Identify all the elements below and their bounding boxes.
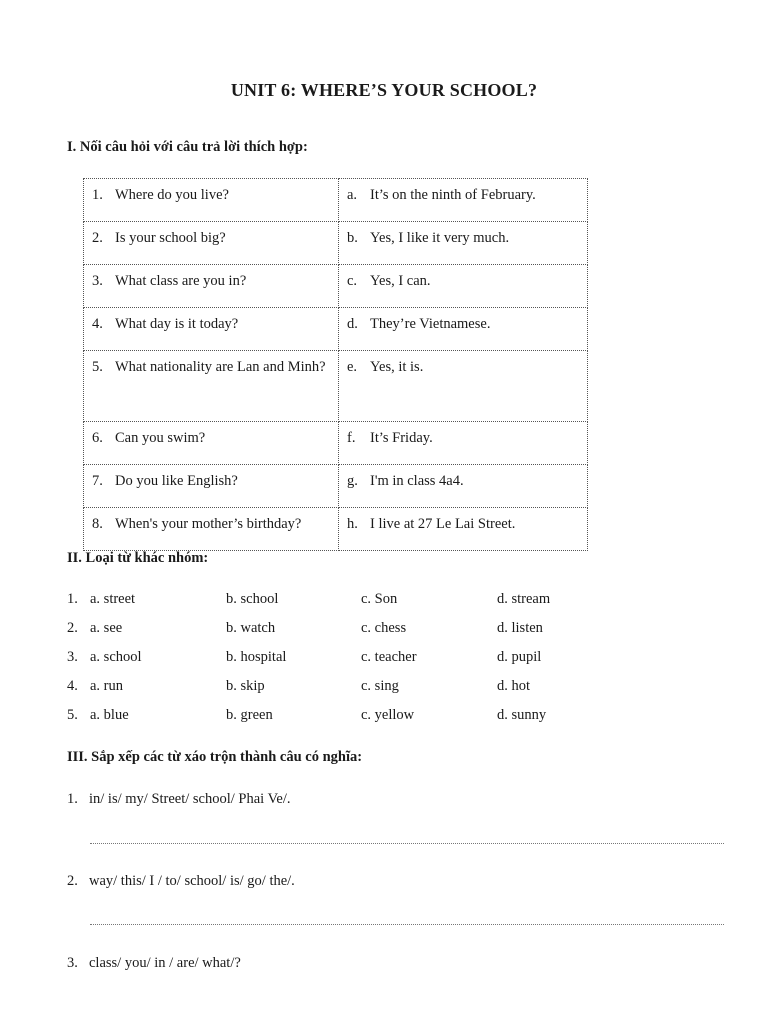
question-cell — [84, 222, 339, 265]
odd-one-out-row — [67, 678, 627, 702]
option-c: c. chess — [361, 620, 407, 636]
option-a: a. school — [90, 649, 142, 665]
question-number: 8. — [92, 516, 103, 532]
answer-cell — [339, 508, 588, 551]
question-text: Can you swim? — [115, 430, 206, 446]
table-row — [84, 351, 588, 422]
item-number: 2. — [67, 873, 78, 889]
answer-text: I live at 27 Le Lai Street. — [370, 516, 516, 532]
answer-text: It’s Friday. — [370, 430, 433, 446]
table-row — [84, 465, 588, 508]
reorder-item — [67, 955, 241, 972]
table-row — [84, 508, 588, 551]
item-number: 3. — [67, 955, 78, 971]
question-text: When's your mother’s birthday? — [115, 516, 302, 532]
row-number: 2. — [67, 620, 78, 636]
option-d: d. pupil — [497, 649, 542, 665]
question-cell — [84, 308, 339, 351]
question-text: Do you like English? — [115, 473, 238, 489]
question-cell — [84, 422, 339, 465]
row-number: 4. — [67, 678, 78, 694]
page-title: UNIT 6: WHERE’S YOUR SCHOOL? — [230, 80, 538, 100]
odd-one-out-row — [67, 620, 627, 644]
option-a: a. street — [90, 591, 136, 607]
answer-text: Yes, I like it very much. — [370, 230, 510, 246]
answer-cell — [339, 351, 588, 422]
odd-one-out-row — [67, 591, 627, 615]
reorder-item — [67, 873, 295, 890]
answer-letter: e. — [347, 359, 358, 375]
option-c: c. yellow — [361, 707, 415, 723]
answer-cell — [339, 308, 588, 351]
option-d: d. listen — [497, 620, 543, 636]
answer-cell — [339, 222, 588, 265]
option-a: a. blue — [90, 707, 129, 723]
answer-letter: f. — [347, 430, 356, 446]
question-number: 6. — [92, 430, 103, 446]
option-b: b. school — [226, 591, 279, 607]
question-number: 3. — [92, 273, 103, 289]
answer-text: I'm in class 4a4. — [370, 473, 464, 489]
answer-letter: d. — [347, 316, 358, 332]
row-number: 1. — [67, 591, 78, 607]
question-text: Where do you live? — [115, 187, 229, 203]
option-d: d. hot — [497, 678, 531, 694]
option-b: b. watch — [226, 620, 276, 636]
answer-text: Yes, I can. — [370, 273, 431, 289]
reorder-item — [67, 791, 291, 808]
question-cell — [84, 265, 339, 308]
question-text: What nationality are Lan and Minh? — [115, 359, 326, 375]
answer-text: Yes, it is. — [370, 359, 424, 375]
option-b: b. green — [226, 707, 273, 723]
question-number: 4. — [92, 316, 103, 332]
answer-text: It’s on the ninth of February. — [370, 187, 536, 203]
answer-letter: c. — [347, 273, 358, 289]
option-c: c. teacher — [361, 649, 417, 665]
table-row — [84, 179, 588, 222]
option-c: c. Son — [361, 591, 398, 607]
option-d: d. stream — [497, 591, 551, 607]
question-text: What day is it today? — [115, 316, 239, 332]
answer-cell — [339, 265, 588, 308]
question-number: 7. — [92, 473, 103, 489]
question-number: 1. — [92, 187, 103, 203]
section-3-heading: III. Sắp xếp các từ xáo trộn thành câu có nghĩa: — [67, 749, 363, 765]
answer-letter: g. — [347, 473, 358, 489]
scrambled-words: class/ you/ in / are/ what/? — [89, 955, 241, 971]
scrambled-words: way/ this/ I / to/ school/ is/ go/ the/. — [89, 873, 295, 889]
row-number: 3. — [67, 649, 78, 665]
question-number: 5. — [92, 359, 103, 375]
row-number: 5. — [67, 707, 78, 723]
question-text: Is your school big? — [115, 230, 226, 246]
answer-letter: b. — [347, 230, 358, 246]
option-b: b. skip — [226, 678, 265, 694]
question-cell — [84, 179, 339, 222]
table-row — [84, 422, 588, 465]
answer-letter: a. — [347, 187, 358, 203]
question-cell — [84, 508, 339, 551]
option-a: a. run — [90, 678, 124, 694]
odd-one-out-row — [67, 649, 627, 673]
question-text: What class are you in? — [115, 273, 247, 289]
section-2-heading: II. Loại từ khác nhóm: — [67, 550, 209, 566]
matching-table — [83, 178, 588, 551]
table-row — [84, 265, 588, 308]
option-b: b. hospital — [226, 649, 287, 665]
question-number: 2. — [92, 230, 103, 246]
question-cell — [84, 351, 339, 422]
odd-one-out-row — [67, 707, 627, 731]
section-1-heading: I. Nối câu hỏi với câu trả lời thích hợp: — [67, 139, 308, 155]
table-row — [84, 308, 588, 351]
option-c: c. sing — [361, 678, 399, 694]
answer-cell — [339, 422, 588, 465]
answer-text: They’re Vietnamese. — [370, 316, 491, 332]
answer-line[interactable] — [90, 843, 724, 844]
answer-letter: h. — [347, 516, 358, 532]
scrambled-words: in/ is/ my/ Street/ school/ Phai Ve/. — [89, 791, 291, 807]
answer-line[interactable] — [90, 924, 724, 925]
answer-cell — [339, 179, 588, 222]
question-cell — [84, 465, 339, 508]
item-number: 1. — [67, 791, 78, 807]
option-d: d. sunny — [497, 707, 547, 723]
option-a: a. see — [90, 620, 123, 636]
answer-cell — [339, 465, 588, 508]
table-row — [84, 222, 588, 265]
